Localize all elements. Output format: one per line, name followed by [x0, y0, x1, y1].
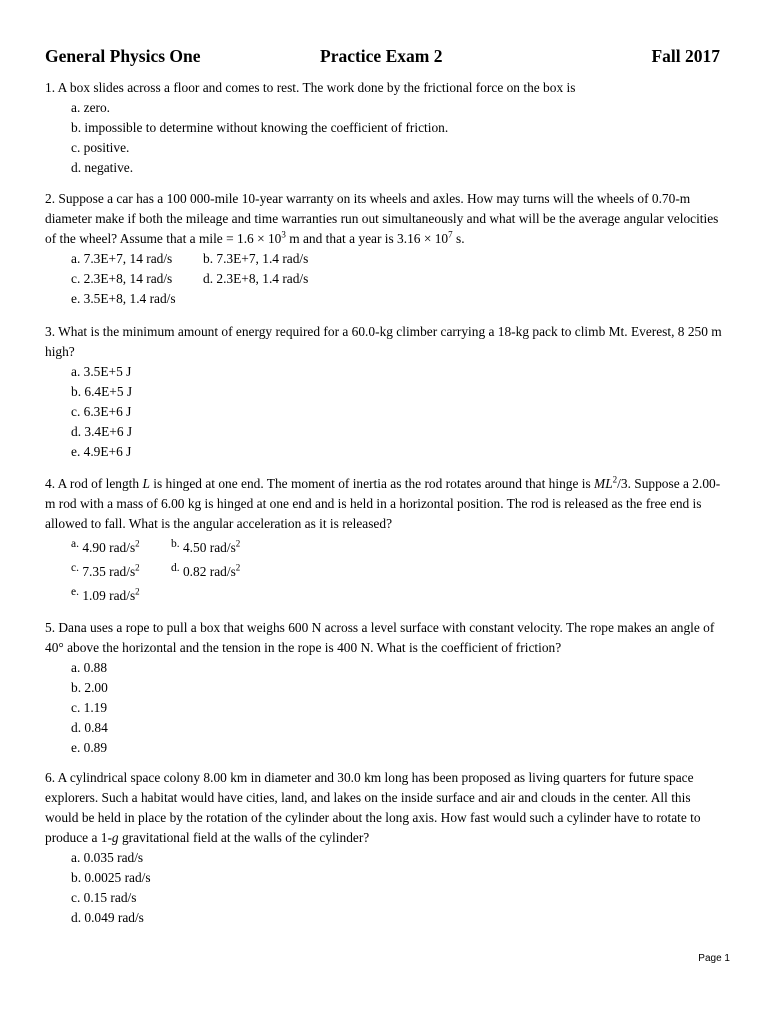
question-stem: 6. A cylindrical space colony 8.00 km in diameter and 30.0 km long has been proposed as living quarters for future space explorers. Such a habitat would have cities, land, and lakes on the inside surface and air and clouds in the center. All this would be held in place by the rotation of the cylinder about the long axis. How fast would such a cylinder have to rotate to produce a 1-g gravitational field at the walls of the cylinder?	[45, 770, 701, 845]
answer-option: c. 2.3E+8, 14 rad/s	[71, 271, 173, 286]
question-5	[45, 618, 725, 758]
answer-option: e. 1.09 rad/$s^2$	[71, 586, 140, 603]
question-4	[45, 474, 725, 606]
answer-option: a. 4.90 rad/$s^2$	[71, 538, 140, 555]
question-stem: 1. A box slides across a floor and comes to rest. The work done by the frictional force on the box is	[45, 80, 576, 95]
question-6	[45, 768, 725, 928]
answer-option: b. 2.00	[71, 680, 108, 695]
question-2	[45, 189, 725, 309]
answer-option: c. 7.35 rad/$s^2$	[71, 562, 140, 579]
answer-option: d. 2.3E+8, 1.4 rad/s	[203, 271, 309, 286]
answer-option: d. 3.4E+6 J	[71, 424, 133, 439]
exam-term: Fall 2017	[651, 46, 720, 66]
question-1	[45, 78, 725, 178]
answer-row	[71, 269, 725, 289]
answer-option: b. 6.4E+5 J	[71, 384, 133, 399]
answer-row	[71, 534, 725, 558]
answer-option: a. zero.	[71, 100, 111, 115]
answer-option: e. 4.9E+6 J	[71, 444, 132, 459]
answer-row	[71, 558, 725, 582]
question-3	[45, 322, 725, 462]
answer-option: b. 7.3E+7, 1.4 rad/s	[203, 251, 309, 266]
question-stem: 2. Suppose a car has a 100 000-mile 10-year warranty on its wheels and axles. How may turns will the wheels of 0.70-m diameter make if both the mileage and time warranties run out simultaneously and what will be the average angular velocities of the wheel? Assume that a mile = $1.6 \times 10^3$ m and that a year is $3.16 \times 10^7$ s.	[45, 191, 719, 246]
answer-option: e. 0.89	[71, 740, 108, 755]
answer-option: d. negative.	[71, 160, 134, 175]
answer-option: a. 7.3E+7, 14 rad/s	[71, 251, 173, 266]
answer-option: c. 0.15 rad/s	[71, 890, 137, 905]
exam-title: Practice Exam 2	[320, 46, 443, 66]
answer-option: e. 3.5E+8, 1.4 rad/s	[71, 291, 176, 306]
answer-option: d. 0.84	[71, 720, 108, 735]
answer-option: a. 0.88	[71, 660, 108, 675]
question-stem: 3. What is the minimum amount of energy required for a 60.0-kg climber carrying a 18-kg pack to climb Mt. Everest, 8 250 m high?	[45, 324, 722, 359]
course-title: General Physics One	[45, 46, 201, 66]
answer-option: d. 0.82 rad/$s^2$	[171, 562, 241, 579]
answer-option: c. 1.19	[71, 700, 108, 715]
answer-option: a. 3.5E+5 J	[71, 364, 132, 379]
answer-row	[71, 582, 725, 606]
question-stem: 4. A rod of length L is hinged at one end. The moment of inertia as the rod rotates around that hinge is $ML^2/3$. Suppose a 2.00-m rod with a mass of 6.00 kg is hinged at one end and is held in a horizontal position. The rod is released as the free end is allowed to fall. What is the angular acceleration as it is released?	[45, 474, 721, 531]
page-number: Page 1	[698, 953, 730, 964]
answer-option: b. 0.0025 rad/s	[71, 870, 151, 885]
question-stem: 5. Dana uses a rope to pull a box that weighs 600 N across a level surface with constant velocity. The rope makes an angle of 40° above the horizontal and the tension in the rope is 400 N. What is the coefficient of friction?	[45, 620, 715, 655]
answer-row	[71, 249, 725, 269]
answer-option: d. 0.049 rad/s	[71, 910, 144, 925]
answer-option: b. 4.50 rad/$s^2$	[171, 538, 241, 555]
answer-option: c. positive.	[71, 140, 130, 155]
answer-option: a. 0.035 rad/s	[71, 850, 144, 865]
exam-header	[45, 46, 720, 70]
answer-option: b. impossible to determine without knowing the coefficient of friction.	[71, 120, 449, 135]
answer-option: c. 6.3E+6 J	[71, 404, 132, 419]
